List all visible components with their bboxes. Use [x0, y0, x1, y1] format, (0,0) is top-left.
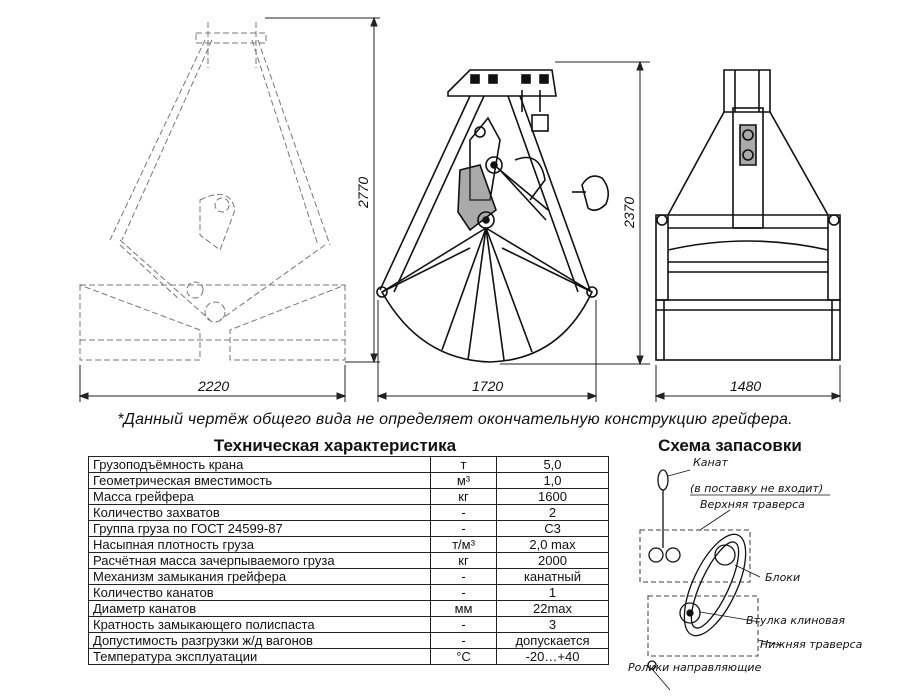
table-row — [89, 537, 609, 553]
dim-width-open-label: 2220 — [198, 378, 230, 394]
spec-unit: мм — [431, 601, 497, 617]
label-wedge-sleeve: Втулка клиновая — [746, 614, 845, 627]
spec-unit: °С — [431, 649, 497, 665]
spec-name: Количество канатов — [89, 585, 431, 601]
spec-unit: - — [431, 521, 497, 537]
label-upper-traverse: Верхняя траверса — [700, 498, 805, 511]
spec-value: 1,0 — [497, 473, 609, 489]
side-view — [377, 70, 608, 362]
dim-width-front-label: 1480 — [730, 378, 762, 394]
table-row — [89, 489, 609, 505]
label-guide-rollers: Ролики направляющие — [628, 661, 762, 674]
spec-value: канатный — [497, 569, 609, 585]
table-row — [89, 617, 609, 633]
spec-name: Механизм замыкания грейфера — [89, 569, 431, 585]
spec-unit: - — [431, 505, 497, 521]
spec-name: Геометрическая вместимость — [89, 473, 431, 489]
spec-unit: т/м³ — [431, 537, 497, 553]
label-lower-traverse: Нижняя траверса — [760, 638, 863, 651]
spec-unit: - — [431, 585, 497, 601]
spec-unit: - — [431, 633, 497, 649]
table-row — [89, 569, 609, 585]
table-row — [89, 457, 609, 473]
spec-unit: - — [431, 617, 497, 633]
disclaimer-note: *Данный чертёж общего вида не определяет окончательную конструкцию грейфера. — [117, 411, 793, 428]
table-row — [89, 585, 609, 601]
spec-value: 2 — [497, 505, 609, 521]
spec-name: Масса грейфера — [89, 489, 431, 505]
spec-name: Расчётная масса зачерпываемого груза — [89, 553, 431, 569]
spec-unit: кг — [431, 553, 497, 569]
table-row — [89, 473, 609, 489]
spec-value: 3 — [497, 617, 609, 633]
label-rope-note: (в поставку не входит) — [690, 482, 824, 495]
spec-value: 5,0 — [497, 457, 609, 473]
label-rope: Канат — [693, 456, 728, 469]
spec-value: С3 — [497, 521, 609, 537]
scheme-title: Схема запасовки — [658, 436, 802, 455]
spec-value: -20…+40 — [497, 649, 609, 665]
spec-unit: кг — [431, 489, 497, 505]
table-row — [89, 633, 609, 649]
spec-value: 2,0 max — [497, 537, 609, 553]
spec-name: Диаметр канатов — [89, 601, 431, 617]
spec-name: Количество захватов — [89, 505, 431, 521]
spec-value: 1600 — [497, 489, 609, 505]
table-row — [89, 553, 609, 569]
table-row — [89, 649, 609, 665]
table-row — [89, 505, 609, 521]
spec-table — [88, 456, 609, 665]
spec-unit: - — [431, 569, 497, 585]
dim-height-open-label: 2770 — [355, 176, 371, 208]
spec-value: 22max — [497, 601, 609, 617]
spec-value: допускается — [497, 633, 609, 649]
spec-title: Техническая характеристика — [213, 436, 457, 455]
spec-name: Грузоподъёмность крана — [89, 457, 431, 473]
spec-unit: т — [431, 457, 497, 473]
table-row — [89, 521, 609, 537]
label-blocks: Блоки — [765, 571, 801, 584]
open-grab-view — [80, 22, 345, 360]
spec-unit: м³ — [431, 473, 497, 489]
spec-value: 1 — [497, 585, 609, 601]
spec-name: Допустимость разгрузки ж/д вагонов — [89, 633, 431, 649]
table-row — [89, 601, 609, 617]
front-view — [656, 70, 840, 360]
spec-name: Температура эксплуатации — [89, 649, 431, 665]
dim-width-side-label: 1720 — [472, 378, 504, 394]
spec-name: Кратность замыкающего полиспаста — [89, 617, 431, 633]
spec-value: 2000 — [497, 553, 609, 569]
spec-name: Группа груза по ГОСТ 24599-87 — [89, 521, 431, 537]
dim-height-side-label: 2370 — [621, 196, 637, 228]
spec-name: Насыпная плотность груза — [89, 537, 431, 553]
